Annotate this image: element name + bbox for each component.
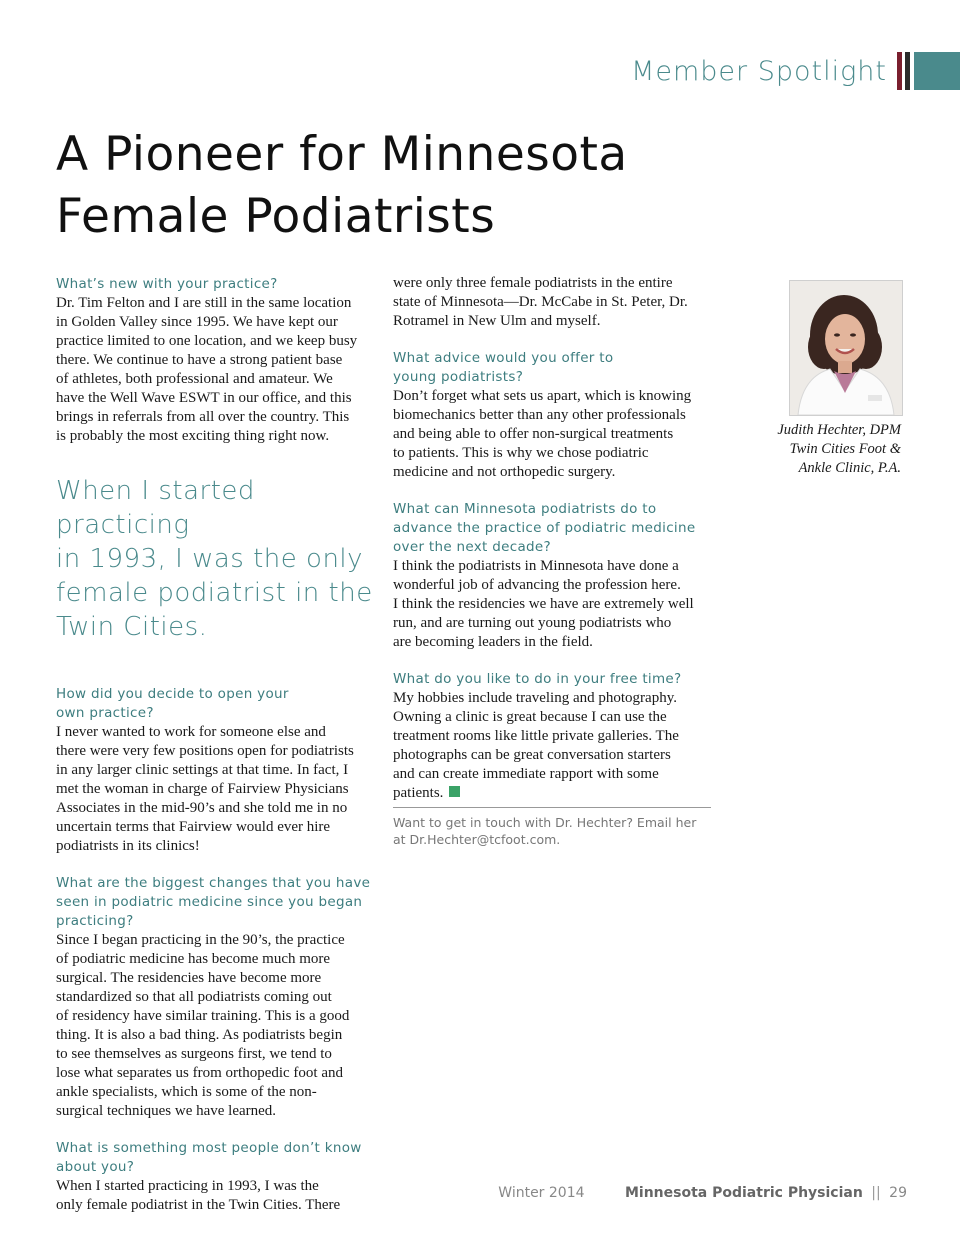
- caption-line: Judith Hechter, DPM: [777, 422, 901, 438]
- answer-line: I think the residencies we have are extremely well: [393, 596, 694, 612]
- answer-line: Dr. Tim Felton and I are still in the same location: [56, 295, 352, 311]
- question-line: What are the biggest changes that you have: [56, 875, 371, 891]
- answer-line: is probably the most exciting thing right now.: [56, 428, 330, 444]
- answer-line: in Golden Valley since 1995. We have kept our: [56, 314, 338, 330]
- header-bar-dark: [905, 52, 910, 90]
- answer: [56, 294, 376, 446]
- qa-block: [393, 349, 713, 482]
- question-line: What’s new with your practice?: [56, 276, 278, 292]
- answer-line: Associates in the mid-90’s and she told me in no: [56, 800, 348, 816]
- answer-continuation: [393, 274, 713, 331]
- answer-line: and can create immediate rapport with some: [393, 766, 659, 782]
- page-footer: [498, 1185, 907, 1201]
- answer: [393, 689, 713, 803]
- question-line: young podiatrists?: [393, 369, 524, 385]
- portrait-photo: [789, 280, 903, 416]
- headline-line-1: A Pioneer for Minnesota: [56, 127, 628, 182]
- photo-caption: [740, 421, 901, 478]
- answer-line: uncertain terms that Fairview would ever hire: [56, 819, 331, 835]
- answer-line: standardized so that all podiatrists coming out: [56, 989, 332, 1005]
- pull-quote-line: Twin Cities.: [56, 612, 208, 642]
- section-header: [631, 52, 960, 90]
- question: [393, 670, 713, 689]
- page-number: 29: [889, 1185, 907, 1201]
- answer-line: practice limited to one location, and we keep busy: [56, 333, 358, 349]
- qa-block: [56, 1139, 376, 1215]
- question-line: practicing?: [56, 913, 134, 929]
- answer-line: My hobbies include traveling and photography.: [393, 690, 677, 706]
- answer-line: biomechanics better than any other professionals: [393, 407, 686, 423]
- pull-quote-line: female podiatrist in the: [56, 578, 373, 608]
- qa-block: [56, 874, 376, 1121]
- answer: [393, 557, 713, 652]
- answer-line: Since I began practicing in the 90’s, the practice: [56, 932, 345, 948]
- answer-line: met the woman in charge of Fairview Physicians: [56, 781, 349, 797]
- answer: [56, 723, 376, 856]
- qa-block: [393, 500, 713, 652]
- left-column: [56, 275, 376, 1215]
- answer-line: medicine and not orthopedic surgery.: [393, 464, 616, 480]
- answer-line: to patients. This is why we chose podiatric: [393, 445, 649, 461]
- answer-line: were only three female podiatrists in the entire: [393, 275, 673, 291]
- answer-line: are becoming leaders in the field.: [393, 634, 593, 650]
- header-bar-teal: [914, 52, 960, 90]
- answer-line: only female podiatrist in the Twin Cities. There: [56, 1197, 341, 1213]
- answer-line: photographs can be great conversation starters: [393, 747, 671, 763]
- question-line: over the next decade?: [393, 539, 551, 555]
- answer: [56, 1177, 376, 1215]
- contact-note: [393, 814, 713, 848]
- question-line: about you?: [56, 1159, 135, 1175]
- answer-line: Rotramel in New Ulm and myself.: [393, 313, 601, 329]
- question-line: What can Minnesota podiatrists do to: [393, 501, 657, 517]
- answer-line: state of Minnesota—Dr. McCabe in St. Peter, Dr.: [393, 294, 688, 310]
- answer-line: I think the podiatrists in Minnesota have done a: [393, 558, 679, 574]
- issue-date: Winter 2014: [498, 1185, 585, 1201]
- header-bar-maroon: [897, 52, 902, 90]
- question-line: seen in podiatric medicine since you began: [56, 894, 363, 910]
- question: [56, 685, 376, 723]
- question-line: How did you decide to open your: [56, 686, 289, 702]
- pull-quote: [56, 474, 376, 644]
- publication-name: Minnesota Podiatric Physician: [624, 1185, 863, 1201]
- question-line: What is something most people don’t know: [56, 1140, 362, 1156]
- answer-line: I never wanted to work for someone else and: [56, 724, 326, 740]
- answer-line: and being able to offer non-surgical treatments: [393, 426, 674, 442]
- qa-block: [56, 275, 376, 446]
- question: [56, 874, 376, 931]
- question: [393, 500, 713, 557]
- answer-line: there. We continue to have a strong patient base: [56, 352, 343, 368]
- caption-line: Ankle Clinic, P.A.: [798, 460, 901, 476]
- answer-line: of residency have similar training. This is a good: [56, 1008, 350, 1024]
- answer-line: Don’t forget what sets us apart, which is knowing: [393, 388, 692, 404]
- question-line: What advice would you offer to: [393, 350, 614, 366]
- answer-line: run, and are turning out young podiatrists who: [393, 615, 672, 631]
- answer-line: there were very few positions open for podiatrists: [56, 743, 354, 759]
- footer-separator: ||: [871, 1185, 881, 1201]
- pull-quote-line: When I started practicing: [56, 476, 255, 540]
- question: [393, 349, 713, 387]
- answer-line: lose what separates us from orthopedic foot and: [56, 1065, 343, 1081]
- caption-line: Twin Cities Foot &: [789, 441, 901, 457]
- answer-line: surgical. The residencies have become more: [56, 970, 322, 986]
- contact-line: at Dr.Hechter@tcfoot.com.: [393, 832, 561, 847]
- section-title: Member Spotlight: [631, 55, 887, 87]
- answer-line: surgical techniques we have learned.: [56, 1103, 277, 1119]
- answer-line: in any larger clinic settings at that time. In fact, I: [56, 762, 349, 778]
- divider: [393, 807, 711, 808]
- answer-line: ankle specialists, which is some of the non-: [56, 1084, 317, 1100]
- middle-column: [393, 274, 713, 848]
- answer-line: wonderful job of advancing the profession here.: [393, 577, 681, 593]
- portrait-illustration: [790, 281, 902, 415]
- answer-line: treatment rooms like little private galleries. The: [393, 728, 679, 744]
- answer-line: of podiatric medicine has become much more: [56, 951, 331, 967]
- headline-line-2: Female Podiatrists: [56, 189, 496, 244]
- answer-line: patients.: [393, 785, 444, 801]
- answer-line: of athletes, both professional and amateur. We: [56, 371, 333, 387]
- pull-quote-line: in 1993, I was the only: [56, 544, 364, 574]
- end-of-article-mark: [449, 786, 460, 797]
- answer-line: podiatrists in its clinics!: [56, 838, 200, 854]
- qa-block: [393, 670, 713, 803]
- answer: [393, 387, 713, 482]
- contact-line: Want to get in touch with Dr. Hechter? Email her: [393, 815, 697, 830]
- question-line: What do you like to do in your free time?: [393, 671, 682, 687]
- question-line: advance the practice of podiatric medicine: [393, 520, 696, 536]
- question: [56, 1139, 376, 1177]
- answer-line: Owning a clinic is great because I can use the: [393, 709, 667, 725]
- answer-line: When I started practicing in 1993, I was the: [56, 1178, 319, 1194]
- answer-line: thing. It is also a bad thing. As podiatrists begin: [56, 1027, 343, 1043]
- answer-line: brings in referrals from all over the country. This: [56, 409, 350, 425]
- article-headline: [56, 124, 676, 248]
- answer-line: have the Well Wave ESWT in our office, and this: [56, 390, 352, 406]
- question: [56, 275, 376, 294]
- answer-line: to see themselves as surgeons first, we tend to: [56, 1046, 332, 1062]
- answer: [56, 931, 376, 1121]
- question-line: own practice?: [56, 705, 154, 721]
- qa-block: [56, 685, 376, 856]
